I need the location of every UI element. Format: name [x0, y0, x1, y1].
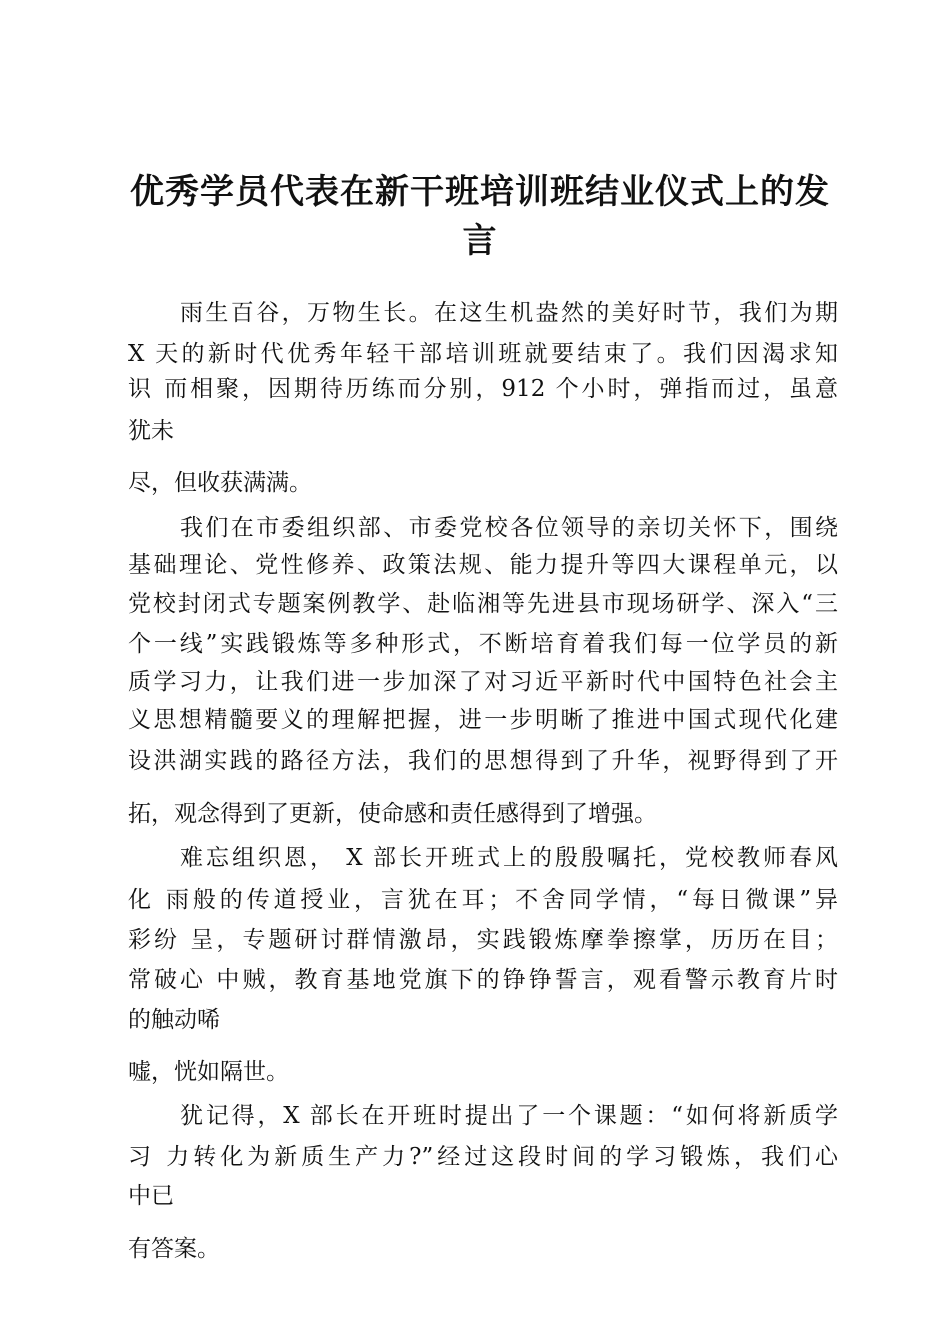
paragraph-line: 尽，但收获满满。: [128, 470, 312, 496]
paragraph-line: 质学习力，让我们进一步加深了对习近平新时代中国特色社会主: [128, 669, 838, 695]
paragraph-line: 有答案。: [128, 1236, 220, 1262]
paragraph-line: 我们在市委组织部、市委党校各位领导的亲切关怀下，围绕: [180, 515, 838, 541]
paragraph-line: 犹未: [128, 418, 174, 444]
paragraph-line: 党校封闭式专题案例教学、赴临湘等先进县市现场研学、深入“三: [128, 591, 838, 617]
paragraph-line: 习 力转化为新质生产力?”经过这段时间的学习锻炼，我们心: [128, 1144, 838, 1170]
paragraph-line: 个一线”实践锻炼等多种形式，不断培育着我们每一位学员的新: [128, 631, 838, 657]
paragraph-line: 的触动唏: [128, 1007, 220, 1033]
paragraph-line: X 天的新时代优秀年轻干部培训班就要结束了。我们因渴求知: [128, 341, 838, 367]
paragraph-line: 常破心 中贼，教育基地党旗下的铮铮誓言，观看警示教育片时: [128, 967, 838, 993]
paragraph-line: 中已: [128, 1183, 174, 1209]
paragraph-line: 义思想精髓要义的理解把握，进一步明晰了推进中国式现代化建: [128, 707, 838, 733]
paragraph-line: 犹记得，X 部长在开班时提出了一个课题：“如何将新质学: [180, 1103, 838, 1129]
paragraph-line: 拓，观念得到了更新，使命感和责任感得到了增强。: [128, 801, 657, 827]
paragraph-line: 识 而相聚，因期待历练而分别，912 个小时，弹指而过，虽意: [128, 376, 838, 402]
paragraph-line: 基础理论、党性修养、政策法规、能力提升等四大课程单元，以: [128, 552, 838, 578]
paragraph-line: 雨生百谷，万物生长。在这生机盎然的美好时节，我们为期: [180, 300, 838, 326]
paragraph-line: 难忘组织恩， X 部长开班式上的殷殷嘱托，党校教师春风: [180, 845, 838, 871]
paragraph-line: 彩纷 呈，专题研讨群情激昂，实践锻炼摩拳擦掌，历历在目；: [128, 927, 838, 953]
document-title: 优秀学员代表在新干班培训班结业仪式上的发言: [130, 172, 830, 261]
paragraph-line: 设洪湖实践的路径方法，我们的思想得到了升华，视野得到了开: [128, 748, 838, 774]
paragraph-line: 嘘，恍如隔世。: [128, 1059, 289, 1085]
paragraph-line: 化 雨般的传道授业，言犹在耳；不舍同学情，“每日微课”异: [128, 887, 838, 913]
